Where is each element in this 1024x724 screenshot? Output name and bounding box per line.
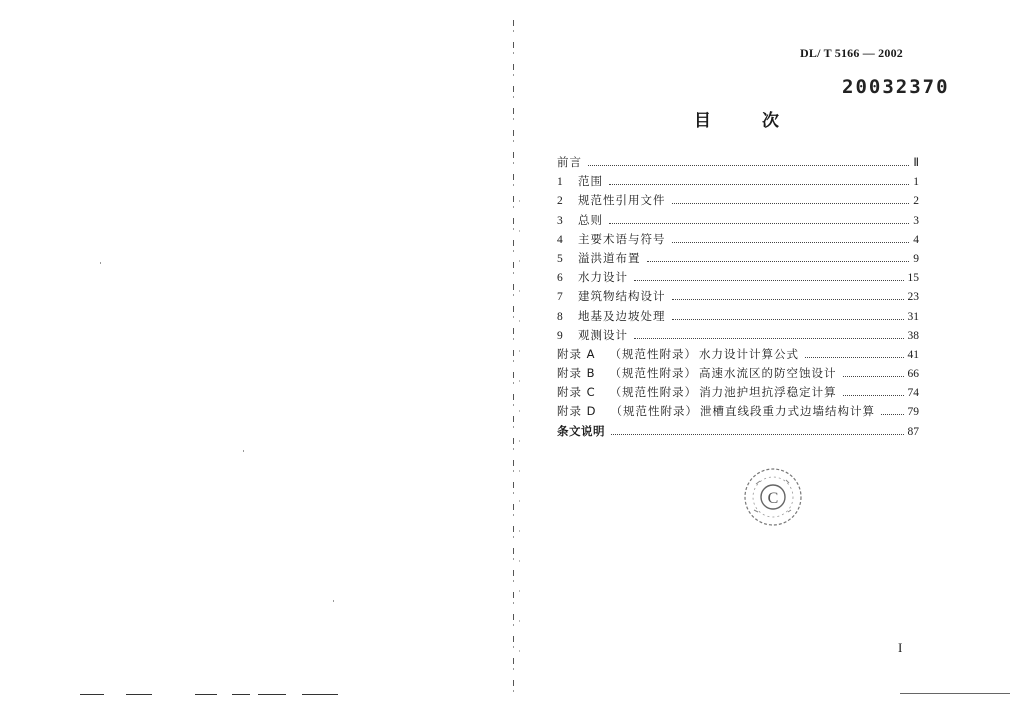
- serial-number: 20032370: [842, 76, 950, 98]
- toc-entry-number: 2: [557, 195, 563, 208]
- toc-entry-label: 溢洪道布置: [578, 250, 641, 265]
- toc-entry-label: 规范性引用文件: [578, 193, 666, 208]
- toc-entry-number: 4: [557, 233, 563, 246]
- toc-entry-label: 总则: [578, 212, 603, 227]
- toc-entry[interactable]: [557, 327, 919, 346]
- standard-code: DL/ T 5166 — 2002: [800, 46, 903, 60]
- page-spine-shadow: [519, 200, 520, 680]
- toc-appendix-entry[interactable]: [557, 403, 919, 422]
- table-of-contents: [557, 154, 919, 442]
- toc-entry[interactable]: [557, 288, 919, 307]
- leader-dots: [672, 203, 910, 204]
- toc-entry-foreword[interactable]: [557, 154, 919, 173]
- toc-entry-label: 前言: [557, 155, 582, 169]
- toc-entry-label: 范围: [578, 174, 603, 189]
- appendix-type: （规范性附录）: [609, 385, 698, 400]
- toc-entry-page: 4: [913, 233, 919, 246]
- appendix-key: 附录 A: [557, 346, 596, 361]
- appendix-key: 附录 B: [557, 366, 596, 381]
- toc-entry-number: 5: [557, 252, 563, 265]
- toc-title-char-2: 次: [762, 111, 779, 131]
- toc-entry[interactable]: [557, 192, 919, 211]
- leader-dots: [843, 376, 904, 377]
- appendix-label: 消力池护坦抗浮稳定计算: [699, 385, 837, 400]
- toc-entry-page: 1: [913, 176, 919, 189]
- scan-line: [900, 693, 1010, 694]
- appendix-type: （规范性附录）: [610, 404, 699, 419]
- toc-entry-number: 1: [557, 176, 563, 189]
- leader-dots: [647, 261, 910, 262]
- scan-line: [195, 694, 217, 695]
- leader-dots: [609, 184, 909, 185]
- appendix-page: 74: [907, 387, 919, 400]
- toc-entry-label: 条文说明: [557, 423, 605, 438]
- toc-entry[interactable]: [557, 231, 919, 250]
- scan-speck: [243, 450, 244, 452]
- appendix-label: 泄槽直线段重力式边墙结构计算: [700, 404, 876, 419]
- toc-entry[interactable]: [557, 173, 919, 192]
- leader-dots: [672, 299, 904, 300]
- leader-dots: [634, 280, 904, 281]
- scan-line: [126, 694, 152, 695]
- page-spine: [513, 20, 514, 700]
- scan-speck: [100, 262, 101, 264]
- toc-entry-number: 7: [557, 291, 563, 304]
- leader-dots: [881, 414, 903, 415]
- scan-speck: [333, 600, 334, 602]
- toc-entry-page: 3: [913, 214, 919, 227]
- scan-line: [302, 694, 338, 695]
- scan-line: [258, 694, 286, 695]
- toc-entry-page: 38: [907, 329, 919, 342]
- toc-entry-page: 15: [907, 272, 919, 285]
- appendix-type: （规范性附录）: [609, 366, 698, 381]
- appendix-key: 附录 C: [557, 385, 596, 400]
- leader-dots: [609, 223, 909, 224]
- stamp-letter: C: [767, 490, 779, 507]
- toc-entry[interactable]: [557, 308, 919, 327]
- appendix-page: 41: [907, 348, 919, 361]
- toc-entry-number: 8: [557, 310, 563, 323]
- toc-title-char-1: 目: [694, 111, 711, 131]
- toc-entry[interactable]: [557, 269, 919, 288]
- toc-appendix-entry[interactable]: [557, 346, 919, 365]
- toc-appendix-entry[interactable]: [557, 384, 919, 403]
- toc-entry-label: 主要术语与符号: [578, 231, 666, 246]
- toc-entry-label: 建筑物结构设计: [578, 289, 666, 304]
- toc-entry-page: 23: [907, 291, 919, 304]
- appendix-page: 79: [907, 406, 919, 419]
- toc-entry-number: 9: [557, 329, 563, 342]
- toc-entry-label: 地基及边坡处理: [578, 308, 666, 323]
- leader-dots: [588, 165, 909, 166]
- appendix-page: 66: [907, 368, 919, 381]
- toc-entry-page: 9: [913, 252, 919, 265]
- leader-dots: [634, 338, 904, 339]
- appendix-type: （规范性附录）: [609, 346, 698, 361]
- toc-entry-label: 观测设计: [578, 327, 628, 342]
- toc-entry-number: 6: [557, 272, 563, 285]
- toc-entry-number: 3: [557, 214, 563, 227]
- leader-dots: [672, 319, 904, 320]
- toc-entry-page: 87: [907, 425, 919, 438]
- scan-line: [80, 694, 104, 695]
- leader-dots: [611, 434, 904, 435]
- scan-line: [232, 694, 250, 695]
- toc-entry-page: 31: [907, 310, 919, 323]
- library-stamp: [742, 466, 804, 528]
- toc-entry[interactable]: [557, 212, 919, 231]
- toc-entry-page: Ⅱ: [913, 157, 919, 169]
- appendix-key: 附录 D: [557, 404, 597, 419]
- leader-dots: [672, 242, 910, 243]
- appendix-label: 高速水流区的防空蚀设计: [699, 366, 837, 381]
- toc-appendix-entry[interactable]: [557, 365, 919, 384]
- leader-dots: [843, 395, 904, 396]
- page-number: I: [898, 640, 903, 655]
- toc-entry-page: 2: [913, 195, 919, 208]
- toc-entry[interactable]: [557, 250, 919, 269]
- toc-entry-label: 水力设计: [578, 270, 628, 285]
- leader-dots: [805, 357, 903, 358]
- toc-entry-explanation[interactable]: [557, 423, 919, 442]
- appendix-label: 水力设计计算公式: [699, 346, 800, 361]
